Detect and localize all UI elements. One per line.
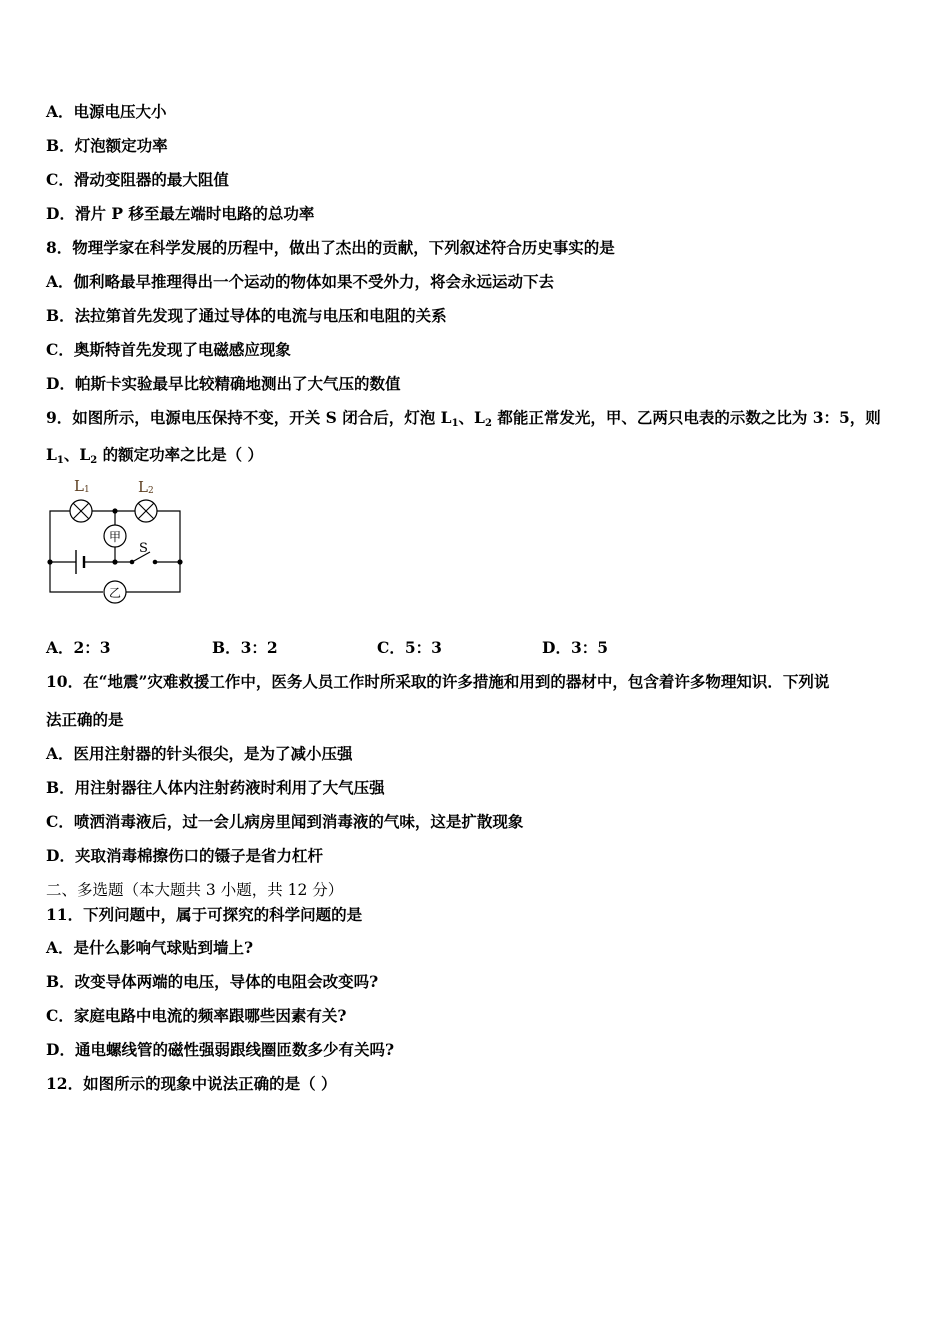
- q11-option-b: B．改变导体两端的电压，导体的电阻会改变吗?: [46, 972, 379, 991]
- lamp-l2-icon: [135, 500, 157, 522]
- q8-option-c: C．奥斯特首先发现了电磁感应现象: [46, 340, 291, 359]
- q8-option-a: A．伽利略最早推理得出一个运动的物体如果不受外力，将会永远运动下去: [46, 272, 555, 291]
- q9-stem-text: 、L: [63, 445, 91, 464]
- lamp-l2-label: [138, 478, 154, 496]
- junction-dot: [112, 508, 117, 513]
- subscript: 2: [90, 455, 98, 466]
- q11-option-c: C．家庭电路中电流的频率跟哪些因素有关?: [46, 1006, 347, 1025]
- junction-dot: [177, 559, 182, 564]
- q7-option-a: A．电源电压大小: [46, 102, 167, 121]
- q8-option-d: D．帕斯卡实验最早比较精确地测出了大气压的数值: [46, 374, 401, 393]
- meter-jia-label: 甲: [108, 530, 122, 544]
- circuit-diagram: [40, 472, 200, 612]
- q9-option-d: D．3：5: [542, 638, 609, 657]
- q10-option-c: C．喷洒消毒液后，过一会儿病房里闻到消毒液的气味，这是扩散现象: [46, 812, 524, 831]
- lamp-l2-letter: L: [138, 478, 148, 496]
- circuit-wires: [50, 511, 180, 592]
- q7-option-b: B．灯泡额定功率: [46, 136, 168, 155]
- lamp-l1-letter: L: [74, 477, 84, 495]
- junction-dot: [112, 559, 117, 564]
- q8-option-b: B．法拉第首先发现了通过导体的电流与电压和电阻的关系: [46, 306, 447, 325]
- q12-stem: 12．如图所示的现象中说法正确的是（ ）: [46, 1074, 337, 1093]
- q9-stem-text: 都能正常发光，甲、乙两只电表的示数之比为 3：5，则: [491, 408, 881, 427]
- q9-option-c: C．5：3: [377, 638, 442, 657]
- section-heading: 二、多选题（本大题共 3 小题，共 12 分）: [46, 881, 344, 899]
- q9-stem-line1: [46, 408, 881, 434]
- q9-stem-text: 、L: [458, 408, 485, 427]
- subscript: 2: [484, 418, 492, 429]
- q9-stem-text: L: [46, 445, 57, 464]
- q9-option-a: A．2：3: [46, 638, 111, 657]
- junction-dot: [47, 559, 52, 564]
- lamp-l1-icon: [70, 500, 92, 522]
- q11-option-d: D．通电螺线管的磁性强弱跟线圈匝数多少有关吗?: [46, 1040, 395, 1059]
- q11-stem: 11．下列问题中，属于可探究的科学问题的是: [46, 905, 363, 924]
- q9-option-b: B．3：2: [212, 638, 278, 657]
- q10-stem-line2: 法正确的是: [46, 710, 124, 729]
- lamp-l1-subscript: 1: [83, 485, 90, 495]
- switch-label: S: [139, 541, 148, 556]
- lamp-l2-subscript: 2: [147, 486, 154, 496]
- q8-stem: 8．物理学家在科学发展的历程中，做出了杰出的贡献，下列叙述符合历史事实的是: [46, 238, 615, 257]
- q9-stem-text: 9．如图所示，电源电压保持不变，开关 S 闭合后，灯泡 L: [46, 408, 452, 427]
- switch-contact: [153, 560, 158, 565]
- q10-option-d: D．夹取消毒棉擦伤口的镊子是省力杠杆: [46, 846, 323, 865]
- lamp-l1-label: [74, 477, 90, 495]
- q7-option-d: D．滑片 P 移至最左端时电路的总功率: [46, 204, 315, 223]
- q9-stem-line2: [46, 445, 263, 471]
- switch-pivot: [130, 560, 135, 565]
- meter-yi-label: 乙: [108, 586, 122, 600]
- q10-option-b: B．用注射器往人体内注射药液时利用了大气压强: [46, 778, 385, 797]
- q9-stem-text: 的额定功率之比是（ ）: [97, 445, 264, 464]
- q11-option-a: A．是什么影响气球贴到墙上?: [46, 938, 254, 957]
- subscript: 1: [56, 455, 64, 466]
- q10-stem-line1: 10．在“地震”灾难救援工作中，医务人员工作时所采取的许多措施和用到的器材中，包含着许多物理知识．下列说: [46, 672, 830, 691]
- q7-option-c: C．滑动变阻器的最大阻值: [46, 170, 229, 189]
- subscript: 1: [451, 418, 459, 429]
- q10-option-a: A．医用注射器的针头很尖，是为了减小压强: [46, 744, 353, 763]
- q9-options: [0, 638, 950, 658]
